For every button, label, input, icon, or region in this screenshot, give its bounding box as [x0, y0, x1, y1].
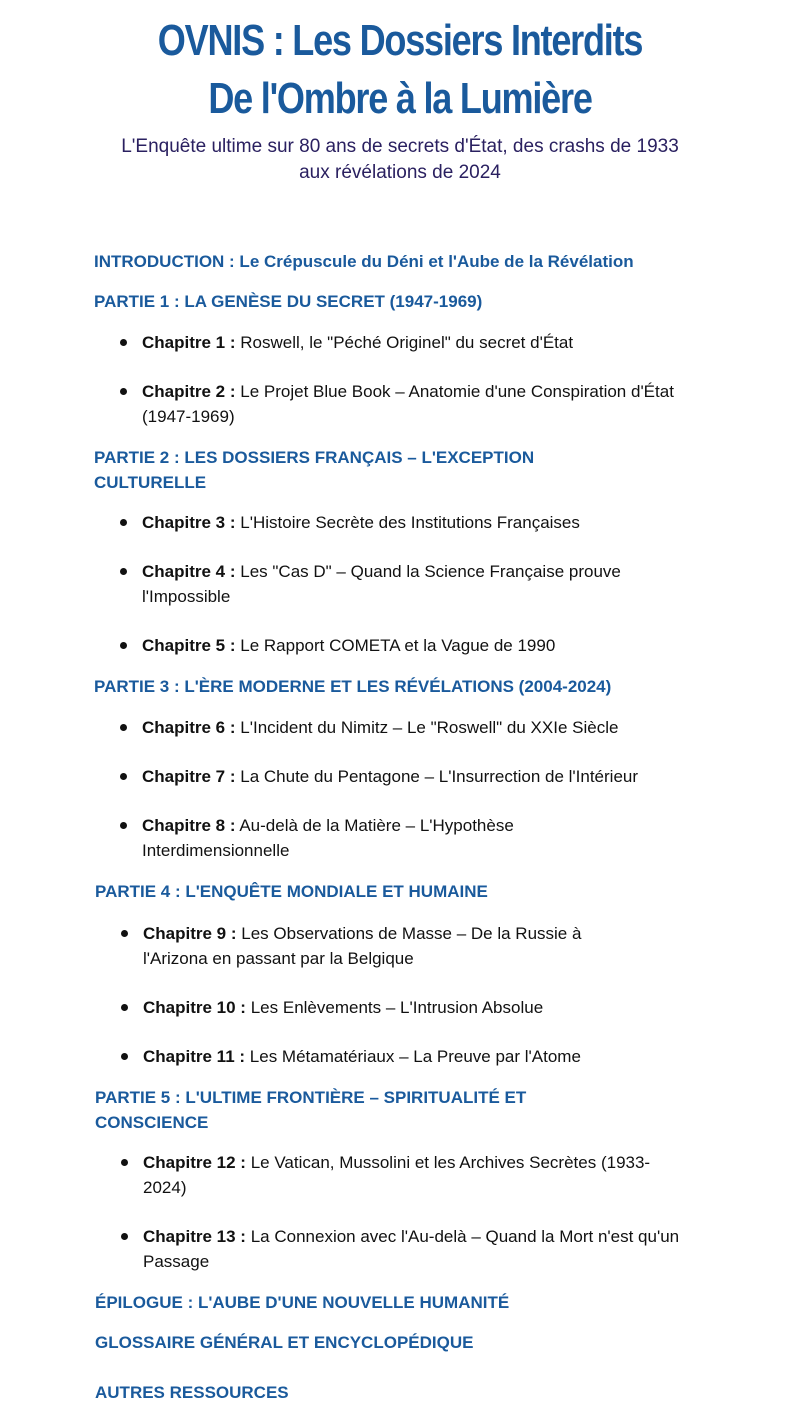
bullet-icon	[120, 388, 127, 395]
bullet-icon	[120, 568, 127, 575]
bullet-icon	[121, 1053, 128, 1060]
toc-chapter-3-link[interactable]: Chapitre 3 : L'Histoire Secrète des Institutions Françaises	[94, 510, 702, 535]
bullet-icon	[121, 930, 128, 937]
book-title-line2: De l'Ombre à la Lumière	[208, 74, 592, 123]
toc-chapter-6-link[interactable]: Chapitre 6 : L'Incident du Nimitz – Le "Roswell" du XXIe Siècle	[94, 715, 702, 740]
bullet-icon	[121, 1004, 128, 1011]
toc-introduction-link[interactable]: INTRODUCTION : Le Crépuscule du Déni et l'Aube de la Révélation	[94, 252, 634, 271]
bullet-icon	[120, 642, 127, 649]
toc-chapter-10-link[interactable]: Chapitre 10 : Les Enlèvements – L'Intrusion Absolue	[95, 995, 703, 1020]
toc-chapter-5-link[interactable]: Chapitre 5 : Le Rapport COMETA et la Vague de 1990	[94, 633, 702, 658]
bullet-icon	[120, 724, 127, 731]
bullet-icon	[121, 1233, 128, 1240]
toc-part3-link[interactable]: PARTIE 3 : L'ÈRE MODERNE ET LES RÉVÉLATIONS (2004-2024)	[94, 677, 612, 696]
book-subtitle: L'Enquête ultime sur 80 ans de secrets d'État, des crashs de 1933 aux révélations de 2024	[121, 136, 679, 183]
bullet-icon	[120, 339, 127, 346]
toc-chapter-1-link[interactable]: Chapitre 1 : Roswell, le "Péché Originel" du secret d'État	[94, 330, 702, 355]
toc-epilogue-link[interactable]: ÉPILOGUE : L'AUBE D'UNE NOUVELLE HUMANITÉ	[95, 1293, 510, 1312]
toc-chapter-2-link[interactable]: Chapitre 2 : Le Projet Blue Book – Anatomie d'une Conspiration d'État (1947-1969)	[94, 379, 702, 429]
toc-chapter-7-link[interactable]: Chapitre 7 : La Chute du Pentagone – L'Insurrection de l'Intérieur	[94, 764, 742, 789]
toc-part1-link[interactable]: PARTIE 1 : LA GENÈSE DU SECRET (1947-1969)	[94, 292, 483, 311]
toc-chapter-4-link[interactable]: Chapitre 4 : Les "Cas D" – Quand la Science Française prouve l'Impossible	[94, 559, 702, 609]
toc-resources-link[interactable]: AUTRES RESSOURCES	[95, 1383, 289, 1402]
toc-part5-link[interactable]: PARTIE 5 : L'ULTIME FRONTIÈRE – SPIRITUALITÉ ET CONSCIENCE	[95, 1088, 527, 1132]
toc-part2-link[interactable]: PARTIE 2 : LES DOSSIERS FRANÇAIS – L'EXCEPTION CULTURELLE	[94, 448, 535, 492]
bullet-icon	[120, 822, 127, 829]
toc-chapter-13-link[interactable]: Chapitre 13 : La Connexion avec l'Au-delà – Quand la Mort n'est qu'un Passage	[95, 1224, 703, 1274]
toc-chapter-11-link[interactable]: Chapitre 11 : Les Métamatériaux – La Preuve par l'Atome	[95, 1044, 703, 1069]
book-title-line1: OVNIS : Les Dossiers Interdits	[157, 16, 643, 65]
toc-chapter-8-link[interactable]: Chapitre 8 : Au-delà de la Matière – L'Hypothèse Interdimensionnelle	[94, 813, 622, 863]
bullet-icon	[121, 1159, 128, 1166]
toc-glossary-link[interactable]: GLOSSAIRE GÉNÉRAL ET ENCYCLOPÉDIQUE	[95, 1333, 474, 1352]
toc-part4-link[interactable]: PARTIE 4 : L'ENQUÊTE MONDIALE ET HUMAINE	[95, 882, 488, 901]
toc-chapter-9-link[interactable]: Chapitre 9 : Les Observations de Masse – De la Russie à l'Arizona en passant par la Belgique	[95, 921, 643, 971]
bullet-icon	[120, 519, 127, 526]
bullet-icon	[120, 773, 127, 780]
toc-chapter-12-link[interactable]: Chapitre 12 : Le Vatican, Mussolini et les Archives Secrètes (1933-2024)	[95, 1150, 653, 1200]
